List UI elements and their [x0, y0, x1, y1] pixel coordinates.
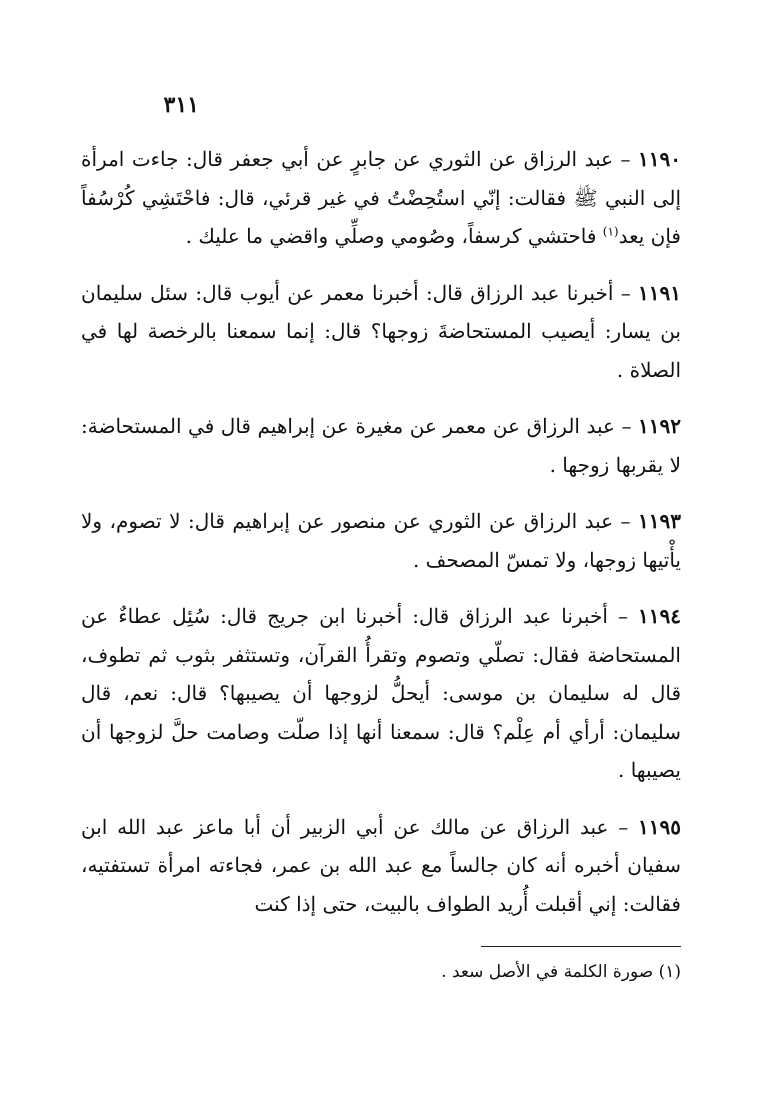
hadith-number: ١١٩٣: [638, 509, 681, 533]
footnote-text: صورة الكلمة في الأصل سعد .: [441, 962, 654, 982]
footnote-marker: (١): [602, 224, 619, 239]
hadith-text-continued: فاحتشي كرسفاً، وصُومي وصلِّي واقضي ما عليك .: [185, 224, 597, 248]
hadith-entry-1190: [81, 140, 681, 256]
hadith-entry-1194: [81, 597, 681, 790]
hadith-paragraph: [81, 597, 681, 790]
hadith-number: ١١٩٤: [638, 604, 682, 628]
hadith-number: ١١٩٢: [638, 414, 681, 438]
footnote-number: (١): [658, 962, 681, 982]
hadith-text: – عبد الرزاق عن مالك عن أبي الزبير أن أبا ماعز عبد الله ابن سفيان أخبره أنه كان جالساً مع عبد الله بن عمر، فجاءته امرأة تستفتيه، فقالت: إني أقبلت أُريد الطواف بالبيت، حتى إذا كنت: [81, 814, 681, 916]
hadith-paragraph: [81, 502, 681, 579]
hadith-number: ١١٩١: [638, 280, 682, 305]
footnote-divider: [481, 946, 681, 947]
page-number: ٣١١: [163, 92, 199, 118]
hadith-paragraph: [81, 808, 681, 924]
hadith-entry-1191: [81, 274, 681, 390]
hadith-number: ١١٩٥: [638, 814, 681, 839]
hadith-text: – أخبرنا عبد الرزاق قال: أخبرنا معمر عن أيوب قال: سئل سليمان بن يسار: أيصيب المستحاضةَ زوجها؟ قال: إنما سمعنا بالرخصة لها في الصلاة .: [81, 280, 681, 382]
page-body: [81, 140, 681, 941]
hadith-text: – عبد الرزاق عن الثوري عن جابرٍ عن أبي جعفر قال: جاءت امرأة إلى النبي ﷺ فقالت: إنّي استُحِضْتُ في غير قرئي، قال: فاحْتَشِي كُرْسُفاً فإن يعد: [81, 147, 681, 248]
hadith-entry-1192: [81, 407, 681, 484]
hadith-entry-1195: [81, 808, 681, 924]
hadith-paragraph: [81, 274, 681, 390]
hadith-entry-1193: [81, 502, 681, 579]
hadith-number: ١١٩٠: [638, 147, 682, 171]
hadith-paragraph: [81, 140, 681, 256]
hadith-text: – أخبرنا عبد الرزاق قال: أخبرنا ابن جريج قال: سُئِل عطاءٌ عن المستحاضة فقال: تصلّي وتصوم وتقرأُ القرآن، وتستثفر بثوب ثم تطوف، قال له سليمان بن موسى: أيحلُّ لزوجها أن يصيبها؟ قال: نعم، قال سليمان: أرأي أم عِلْم؟ قال: سمعنا أنها إذا صلّت وصامت حلَّ لزوجها أن يصيبها .: [81, 604, 681, 782]
footnote: [81, 958, 681, 986]
hadith-paragraph: [81, 407, 681, 484]
hadith-text: – عبد الرزاق عن معمر عن مغيرة عن إبراهيم قال في المستحاضة: لا يقربها زوجها .: [81, 414, 681, 477]
hadith-text: – عبد الرزاق عن الثوري عن منصور عن إبراهيم قال: لا تصوم، ولا يأْتيها زوجها، ولا تمسّ المصحف .: [81, 509, 681, 572]
